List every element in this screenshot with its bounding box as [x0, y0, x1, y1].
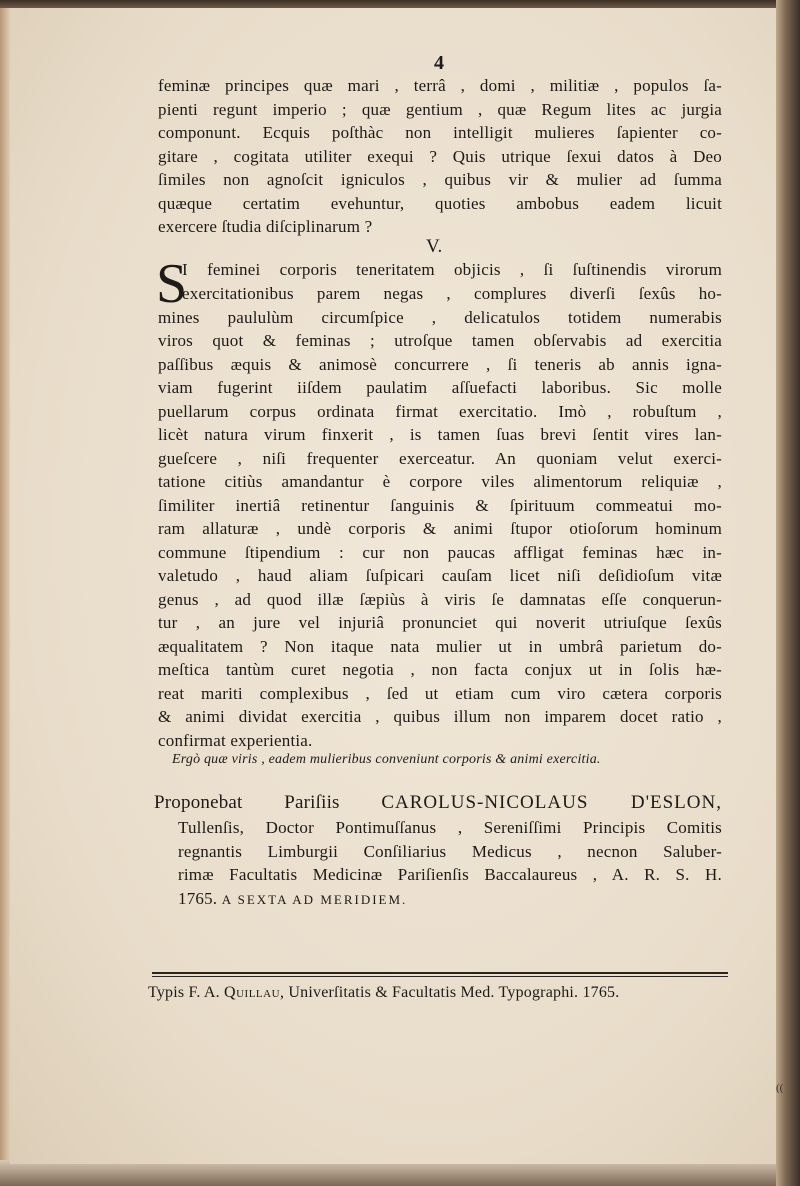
text-line: I feminei corporis teneritatem objicis , ſi ſuſtinendis virorum — [182, 260, 722, 279]
defense-year: 1765. — [178, 888, 218, 908]
date-line — [154, 887, 722, 911]
text-line: reat mariti complexibus , ſed ut etiam cum viro cætera corporis — [158, 683, 722, 703]
text-line: viros quot & feminas ; utroſque tamen obſervabis ad exercitia — [158, 331, 722, 350]
book-spine-edge — [776, 0, 800, 1186]
text-line: licèt natura virum finxerit , is tamen ſuas brevi ſentit vires lan- — [158, 425, 722, 444]
text-line: ſimiles non agnoſcit igniculos , quibus vir & mulier ad ſumma — [158, 170, 722, 189]
text-line: regnantis Limburgii Conſiliarius Medicus , necnon Saluber- — [178, 841, 722, 861]
text-line: viam fugerint iiſdem paulatim aſſuefacti laboribus. Sic molle — [158, 378, 722, 397]
text-line: mines paululùm circumſpice , delicatulos totidem numerabis — [158, 307, 722, 327]
imprint-suffix: , Univerſitatis & Facultatis Med. Typographi. 1765. — [280, 984, 620, 1001]
printer-name: Quillau — [224, 984, 281, 1001]
text-line: exercitationibus parem negas , complures diverſi ſexûs ho- — [182, 284, 722, 303]
imprint-prefix: Typis F. A. — [148, 984, 225, 1001]
footer-rule-thin — [152, 976, 728, 977]
text-line: ram allaturæ , undè corporis & animi ſtupor otioſorum hominum — [158, 519, 722, 538]
proponebat-line — [154, 790, 722, 816]
margin-mark: (( — [776, 1082, 784, 1094]
footer-rule-thick — [152, 972, 728, 974]
text-line: pienti regunt imperio ; quæ gentium , quæ Regum lites ac jurgia — [158, 99, 722, 119]
text-line: ſimiliter inertiâ retinentur ſanguinis & ſpirituum commeatui mo- — [158, 495, 722, 515]
text-line: Tullenſis, Doctor Pontimuſſanus , Sereniſſimi Principis Comitis — [178, 818, 722, 837]
conclusion-statement: Ergò quæ viris , eadem mulieribus conveniunt corporis & animi exercitia. — [172, 752, 601, 767]
page-number: 4 — [434, 52, 445, 74]
text-line: gitare , cogitata utiliter exequi ? Quis utrique ſexui datos à Deo — [158, 146, 722, 166]
text-line: commune ſtipendium : cur non paucas affligat feminas hæc in- — [158, 542, 722, 562]
text-line: genus , ad quod illæ ſæpiùs à viris ſe damnatas eſſe conquerun- — [158, 589, 722, 609]
text-line: & animi dividat exercitia , quibus illum non imparem docet ratio , — [158, 707, 722, 726]
text-line: meſtica tantùm curet negotia , non facta conjux ut in ſolis hæ- — [158, 660, 722, 679]
text-line: tatione citiùs amandantur è corpore viles alimentorum reliquiæ , — [158, 472, 722, 491]
section-number: V. — [426, 236, 443, 257]
text-line: paſſibus æquis & animosè concurrere , ſi teneris ab annis igna- — [158, 354, 722, 374]
text-line: puellarum corpus ordinata firmat exercitatio. Imò , robuſtum , — [158, 401, 722, 421]
text-line: confirmat experientia. — [158, 730, 313, 750]
text-line: tur , an jure vel injuriâ pronunciet qui noverit utriuſque ſexûs — [158, 613, 722, 632]
text-line: quæque certatim evehuntur, quoties ambobus eadem licuit — [158, 193, 722, 213]
defense-time: A SEXTA AD MERIDIEM. — [221, 891, 408, 907]
text-line: rimæ Facultatis Medicinæ Pariſienſis Baccalaureus , A. R. S. H. — [178, 865, 722, 884]
text-line: gueſcere , niſi frequenter exerceatur. An quoniam velut exerci- — [158, 448, 722, 468]
text-line: exercere ſtudia diſciplinarum ? — [158, 217, 373, 236]
text-line: feminæ principes quæ mari , terrâ , domi , militiæ , populos ſa- — [158, 76, 722, 95]
intro-paragraph — [158, 74, 722, 239]
text-line: æqualitatem ? Non itaque nata mulier ut in umbrâ parietum do- — [158, 636, 722, 656]
text-line: valetudo , haud aliam ſuſpicari cauſam licet niſi deſidioſum vitæ — [158, 566, 722, 585]
section-first-line — [182, 258, 722, 282]
proponebat-prefix: Proponebat Pariſiis — [154, 792, 382, 813]
printer-imprint — [148, 984, 728, 1002]
section-paragraph — [158, 282, 722, 752]
drop-capital: S — [156, 253, 188, 315]
author-name: CAROLUS-NICOLAUS D'ESLON, — [381, 792, 722, 813]
text-line: componunt. Ecquis poſthàc non intelligit mulieres ſapienter co- — [158, 123, 722, 142]
defense-notice — [154, 790, 722, 910]
